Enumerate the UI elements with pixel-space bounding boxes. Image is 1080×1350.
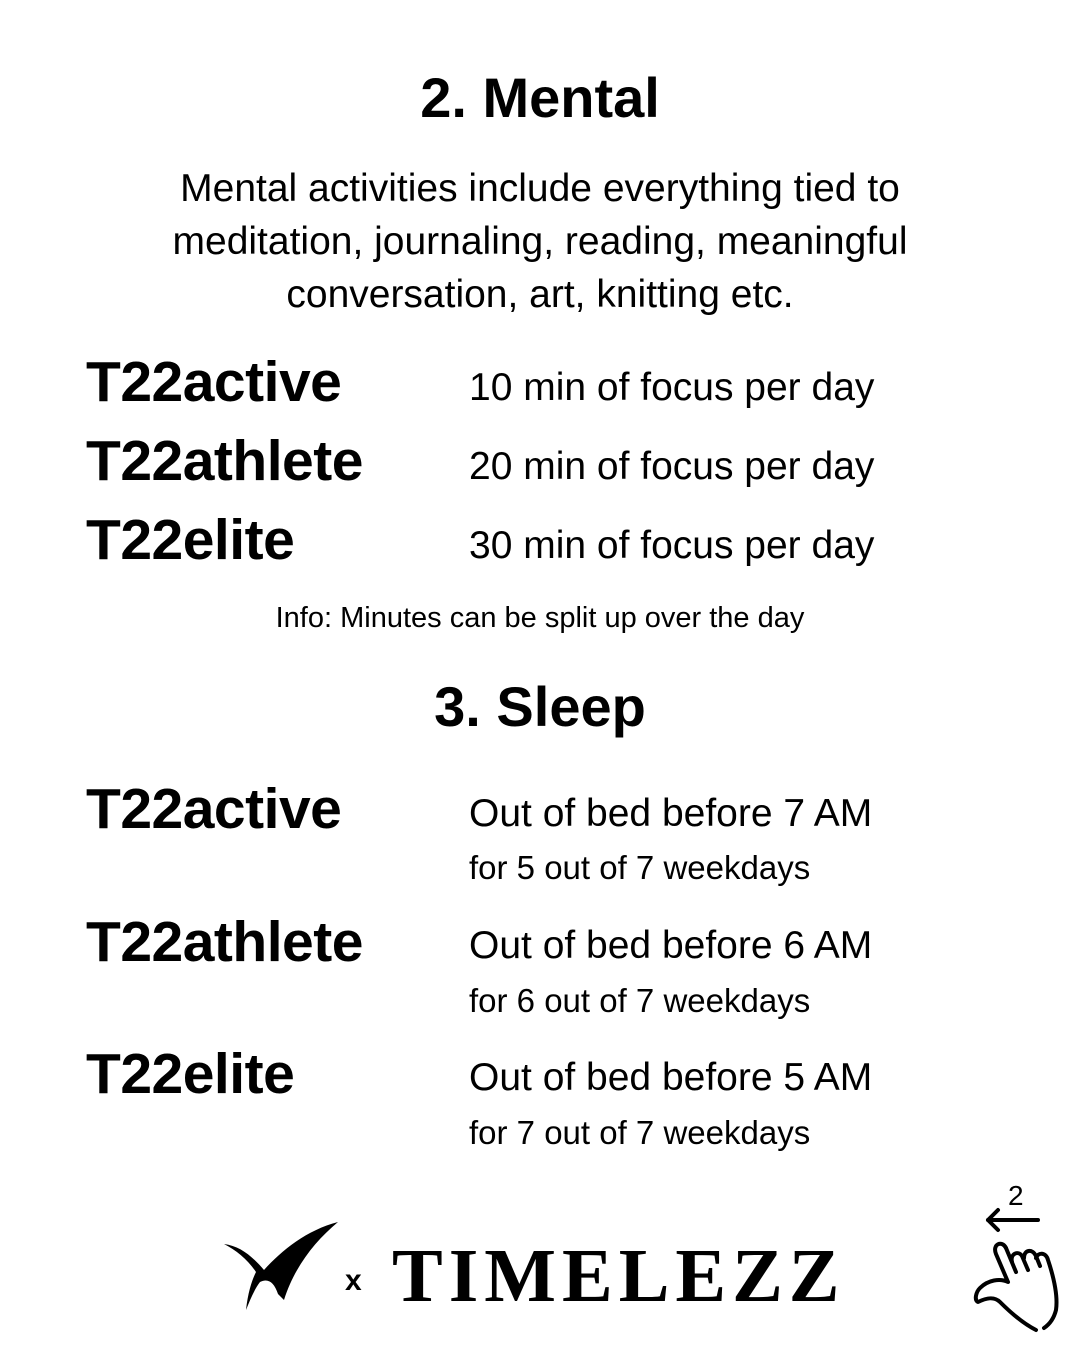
mental-intro-line: meditation, journaling, reading, meaningful [172, 220, 908, 263]
sleep-tier-elite-frequency: for 7 out of 7 weekdays [469, 1114, 811, 1151]
mental-heading: 2. Mental [420, 66, 660, 129]
mental-tier-athlete-name: T22athlete [86, 429, 363, 493]
mental-intro [100, 162, 980, 321]
mental-tier-active-requirement: 10 min of focus per day [469, 366, 875, 409]
mental-info-note: Info: Minutes can be split up over the day [275, 602, 805, 634]
sleep-tier-active-requirement: Out of bed before 7 AM [469, 792, 873, 835]
sleep-tier-athlete-requirement: Out of bed before 6 AM [469, 924, 873, 967]
sleep-tier-athlete-frequency: for 6 out of 7 weekdays [469, 982, 811, 1019]
mental-tier-active-name: T22active [86, 350, 342, 414]
mental-intro-line: conversation, art, knitting etc. [286, 273, 794, 316]
mental-intro-line: Mental activities include everything tied to [180, 167, 900, 210]
sleep-tier-athlete-name: T22athlete [86, 910, 363, 974]
swipe-arrow-hand-icon [966, 1206, 1070, 1336]
bird-check-logo [222, 1220, 342, 1312]
swipe-hand-icon[interactable] [966, 1206, 1070, 1336]
bird-check-icon [222, 1220, 342, 1312]
mental-tier-athlete-requirement: 20 min of focus per day [469, 445, 875, 488]
page-number: 2 [1008, 1180, 1024, 1211]
mental-tier-elite-requirement: 30 min of focus per day [469, 524, 875, 567]
mental-tier-elite-name: T22elite [86, 508, 295, 572]
brand-separator: x [345, 1264, 362, 1297]
brand-wordmark: TIMELEZZ [392, 1234, 846, 1318]
sleep-tier-active-frequency: for 5 out of 7 weekdays [469, 849, 811, 886]
sleep-heading: 3. Sleep [434, 675, 646, 738]
sleep-tier-elite-requirement: Out of bed before 5 AM [469, 1056, 873, 1099]
sleep-tier-elite-name: T22elite [86, 1042, 295, 1106]
sleep-tier-active-name: T22active [86, 777, 342, 841]
